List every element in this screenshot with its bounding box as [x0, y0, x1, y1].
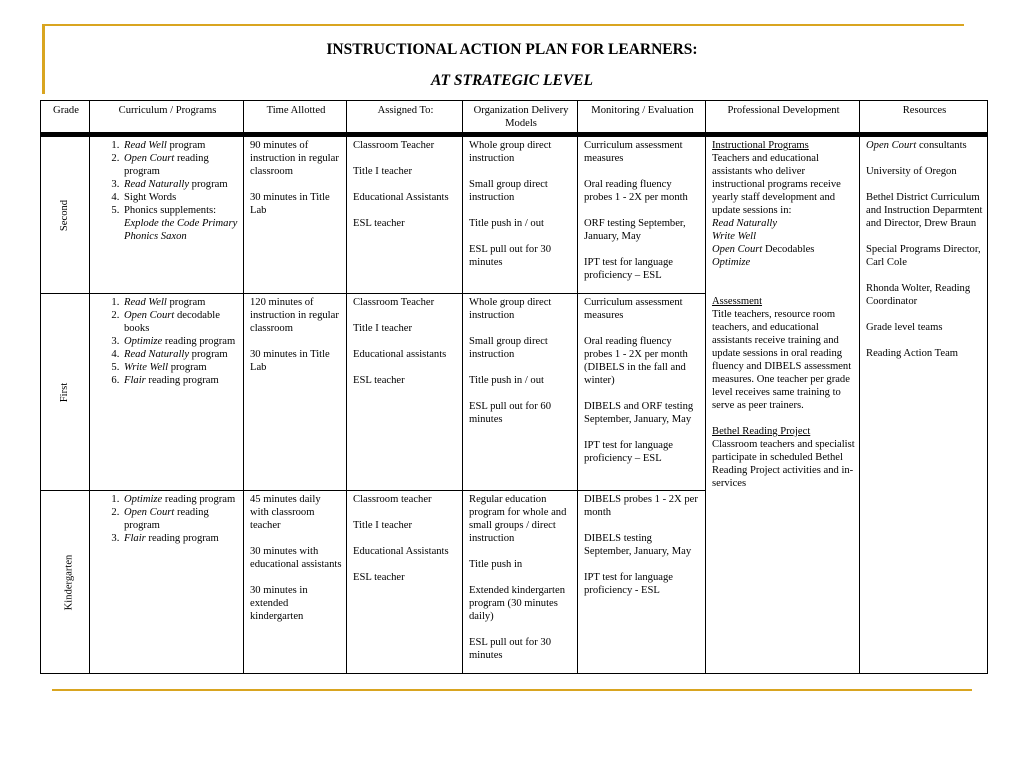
monitoring-text: IPT test for language proficiency – ESL: [584, 440, 673, 464]
monitoring-text: ORF testing September, January, May: [584, 218, 686, 242]
organization-text: Title push in / out: [469, 218, 544, 229]
grade-cell-first: [41, 294, 90, 491]
list-item: 5. Phonics supplements: Explode the Code Primary Phonics Saxon: [122, 204, 239, 243]
organization-text: Regular education program for whole and small groups / direct instruction: [469, 494, 567, 544]
organization-cell: [463, 491, 578, 674]
resource-text: Rhonda Wolter, Reading Coordinator: [866, 283, 971, 307]
list-item: 1. Optimize reading program: [122, 493, 239, 506]
pd-heading: Instructional Programs: [712, 140, 809, 151]
time-text: 30 minutes in Title Lab: [250, 349, 330, 373]
grade-label: First: [59, 382, 71, 402]
professional-development-cell: Instructional Programs Teachers and educational assistants who deliver instructional programs receive yearly staff development and update sessions in: Read Naturally Write Well Open Court Decodables Optimize Assessment Title teachers, resource room teachers, and educational assistants receive training and update sessions in oral reading fluency and DIBELS assessment measures. One teacher per grade level receives same training to serve as peer trainers. Bethel Reading Project Classroom teachers and specialist participate in scheduled Bethel Reading Project activities and in-services: [706, 135, 860, 674]
grade-cell-second: [41, 135, 90, 294]
list-item: 4. Sight Words: [122, 191, 239, 204]
time-text: 120 minutes of instruction in regular classroom: [250, 297, 339, 334]
monitoring-cell: [578, 294, 706, 491]
header-curriculum: Curriculum / Programs: [90, 101, 244, 135]
bottom-rule: [52, 689, 972, 691]
action-plan-table: [40, 100, 988, 674]
organization-cell: [463, 135, 578, 294]
curriculum-cell: [90, 294, 244, 491]
list-item: 3. Optimize reading program: [122, 335, 239, 348]
header-monitoring: Monitoring / Evaluation: [578, 101, 706, 135]
page-subtitle: AT STRATEGIC LEVEL: [431, 72, 593, 89]
organization-text: Whole group direct instruction: [469, 297, 552, 321]
pd-program: Write Well: [712, 231, 757, 242]
top-rule: [42, 24, 964, 26]
resource-text: Reading Action Team: [866, 348, 959, 359]
monitoring-text: DIBELS testing September, January, May: [584, 533, 692, 557]
time-cell: [244, 491, 347, 674]
assigned-cell: [347, 491, 463, 674]
assigned-text: Educational assistants: [353, 349, 447, 360]
assigned-text: Title I teacher: [353, 166, 413, 177]
organization-text: Small group direct instruction: [469, 336, 548, 360]
organization-text: Title push in: [469, 559, 523, 570]
monitoring-text: IPT test for language proficiency - ESL: [584, 572, 673, 596]
time-text: 30 minutes in extended kindergarten: [250, 585, 308, 622]
table-row-second: [41, 135, 988, 294]
assigned-text: Educational Assistants: [353, 192, 449, 203]
monitoring-cell: [578, 491, 706, 674]
organization-text: Title push in / out: [469, 375, 544, 386]
header-resources: Resources: [860, 101, 988, 135]
assigned-text: ESL teacher: [353, 572, 405, 583]
organization-text: ESL pull out for 60 minutes: [469, 401, 551, 425]
pd-text: Teachers and educational assistants who deliver instructional programs receive yearly staff development and update sessions in:: [712, 153, 841, 216]
assigned-text: Title I teacher: [353, 520, 413, 531]
list-item: 1. Read Well program: [122, 139, 239, 152]
resource-text: University of Oregon: [866, 166, 957, 177]
time-text: 90 minutes of instruction in regular classroom: [250, 140, 339, 177]
time-text: 30 minutes with educational assistants: [250, 546, 342, 570]
pd-program: Read Naturally: [712, 218, 778, 229]
header-organization: Organization Delivery Models: [463, 101, 578, 135]
organization-text: Whole group direct instruction: [469, 140, 552, 164]
time-cell: [244, 135, 347, 294]
list-item: 6. Flair reading program: [122, 374, 239, 387]
organization-cell: [463, 294, 578, 491]
monitoring-text: DIBELS probes 1 - 2X per month: [584, 494, 698, 518]
resource-text: Bethel District Curriculum and Instruction Deparmtent and Director, Drew Braun: [866, 192, 983, 229]
list-item: 3. Read Naturally program: [122, 178, 239, 191]
assigned-text: Educational Assistants: [353, 546, 449, 557]
list-item: 3. Flair reading program: [122, 532, 239, 545]
header-professional-development: Professional Development: [706, 101, 860, 135]
monitoring-cell: [578, 135, 706, 294]
organization-text: ESL pull out for 30 minutes: [469, 244, 551, 268]
organization-text: Small group direct instruction: [469, 179, 548, 203]
monitoring-text: DIBELS and ORF testing September, January, May: [584, 401, 694, 425]
assigned-text: Classroom Teacher: [353, 297, 435, 308]
grade-cell-kindergarten: [41, 491, 90, 674]
monitoring-text: Oral reading fluency probes 1 - 2X per month (DIBELS in the fall and winter): [584, 336, 688, 386]
curriculum-cell: [90, 135, 244, 294]
grade-label: Second: [59, 199, 71, 231]
pd-program: Open Court: [712, 244, 763, 255]
list-item: 2. Open Court decodable books: [122, 309, 239, 335]
list-item: 4. Read Naturally program: [122, 348, 239, 361]
time-text: 30 minutes in Title Lab: [250, 192, 330, 216]
resource-text: Grade level teams: [866, 322, 943, 333]
header-assigned: Assigned To:: [347, 101, 463, 135]
pd-program: Optimize: [712, 257, 751, 268]
pd-heading: Bethel Reading Project: [712, 426, 811, 437]
header-grade: Grade: [41, 101, 90, 135]
organization-text: ESL pull out for 30 minutes: [469, 637, 551, 661]
list-item: 1. Read Well program: [122, 296, 239, 309]
pd-heading: Assessment: [712, 296, 763, 307]
list-item: 2. Open Court reading program: [122, 152, 239, 178]
assigned-text: Title I teacher: [353, 323, 413, 334]
assigned-cell: [347, 135, 463, 294]
time-cell: [244, 294, 347, 491]
assigned-text: ESL teacher: [353, 218, 405, 229]
assigned-text: Classroom Teacher: [353, 140, 435, 151]
assigned-cell: [347, 294, 463, 491]
pd-text: Classroom teachers and specialist participate in scheduled Bethel Reading Project activities and in-services: [712, 439, 855, 489]
organization-text: Extended kindergarten program (30 minutes daily): [469, 585, 565, 622]
resource-text: Special Programs Director, Carl Cole: [866, 244, 981, 268]
assigned-text: Classroom teacher: [353, 494, 432, 505]
header-row: [41, 101, 988, 135]
header-time: Time Allotted: [244, 101, 347, 135]
time-text: 45 minutes daily with classroom teacher: [250, 494, 321, 531]
monitoring-text: IPT test for language proficiency – ESL: [584, 257, 673, 281]
pd-text: Title teachers, resource room teachers, and educational assistants receive training and update sessions in oral reading fluency and DIBELS assessment measures. One teacher per grade level receives same training to serve as peer trainers.: [712, 309, 852, 411]
monitoring-text: Oral reading fluency probes 1 - 2X per month: [584, 179, 688, 203]
grade-label: Kindergarten: [63, 554, 75, 610]
curriculum-cell: [90, 491, 244, 674]
assigned-text: ESL teacher: [353, 375, 405, 386]
monitoring-text: Curriculum assessment measures: [584, 140, 683, 164]
resources-cell: Open Court consultants University of Oregon Bethel District Curriculum and Instruction Deparmtent and Director, Drew Braun Special Programs Director, Carl Cole Rhonda Wolter, Reading Coordinator Grade level teams Reading Action Team: [860, 135, 988, 674]
page-title: INSTRUCTIONAL ACTION PLAN FOR LEARNERS:: [326, 41, 698, 58]
monitoring-text: Curriculum assessment measures: [584, 297, 683, 321]
list-item: 2. Open Court reading program: [122, 506, 239, 532]
list-item: 5. Write Well program: [122, 361, 239, 374]
